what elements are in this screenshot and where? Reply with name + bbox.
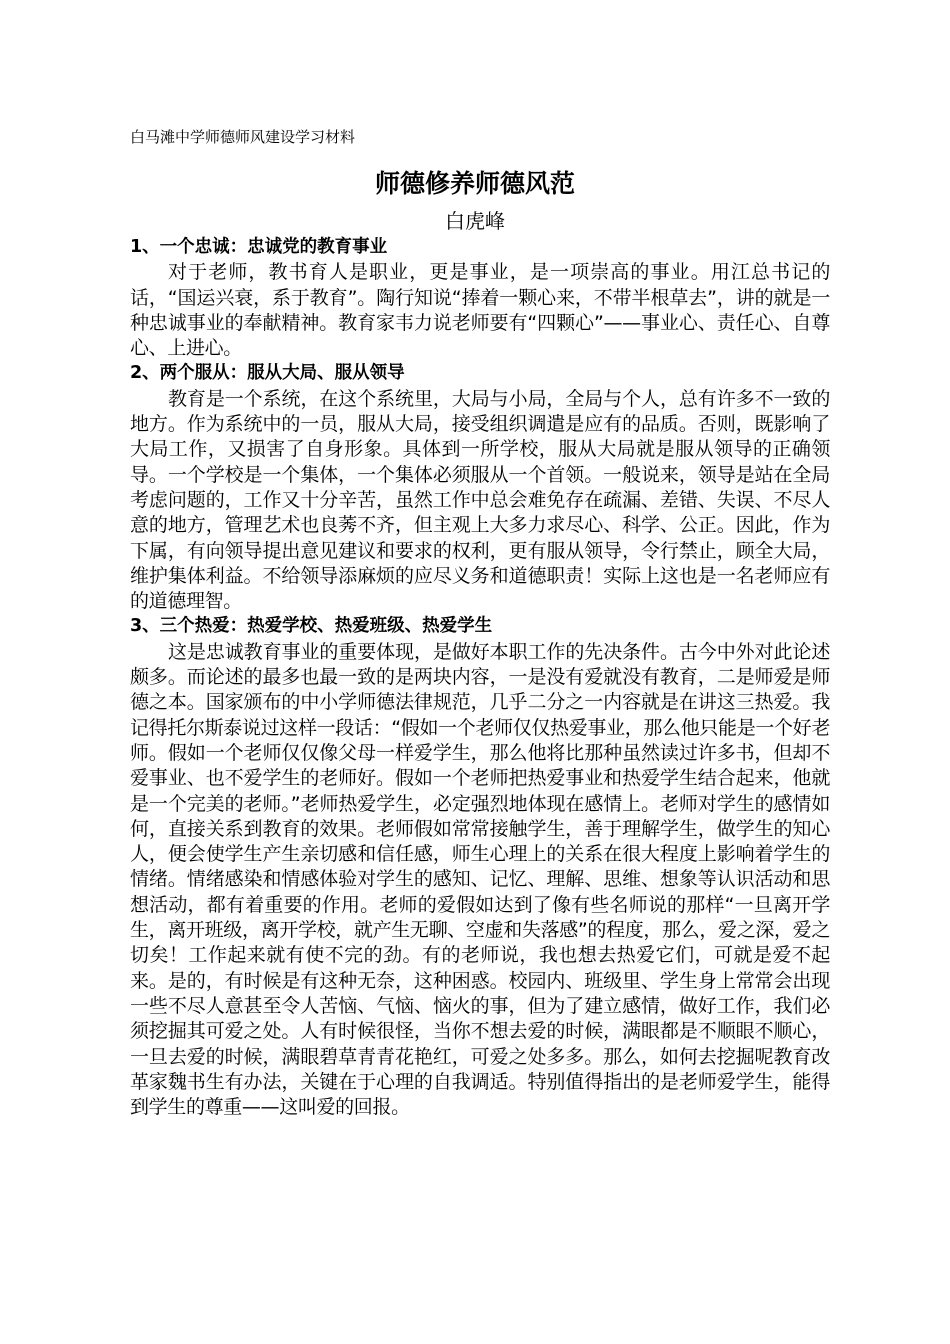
section-paragraph: 这是忠诚教育事业的重要体现，是做好本职工作的先决条件。古今中外对此论述颇多。而论述的最多也最一致的是两块内容，一是没有爱就没有教育，二是师爱是师德之本。国家颁布的中小学师德法律规范，几乎二分之一内容就是在讲这三热爱。我记得托尔斯泰说过这样一段话：“假如一个老师仅仅热爱事业，那么他只能是一个好老师。假如一个老师仅仅像父母一样爱学生，那么他将比那种虽然读过许多书，但却不爱事业、也不爱学生的老师好。假如一个老师把热爱事业和热爱学生结合起来，他就是一个完美的老师。”老师热爱学生，必定强烈地体现在感情上。老师对学生的感情如何，直接关系到教育的效果。老师假如常常接触学生，善于理解学生，做学生的知心人，便会使学生产生亲切感和信任感，师生心理上的关系在很大程度上影响着学生的情绪。情绪感染和情感体验对学生的感知、记忆、理解、思维、想象等认识活动和思想活动，都有着重要的作用。老师的爱假如达到了像有些名师说的那样“一旦离开学生，离开班级，离开学校，就产生无聊、空虚和失落感”的程度，那么，爱之深，爱之切矣！工作起来就有使不完的劲。有的老师说，我也想去热爱它们，可就是爱不起来。是的，有时候是有这种无奈，这种困惑。校园内、班级里、学生身上常常会出现一些不尽人意甚至令人苦恼、气恼、恼火的事，但为了建立感情，做好工作，我们必须挖掘其可爱之处。人有时候很怪，当你不想去爱的时候，满眼都是不顺眼不顺心，一旦去爱的时候，满眼碧草青青花艳红，可爱之处多多。那么，如何去挖掘呢教育改革家魏书生有办法，关键在于心理的自我调适。特别值得指出的是老师爱学生，能得到学生的尊重——这叫爱的回报。 (130, 640, 830, 1119)
author-name: 白虎峰 (445, 209, 505, 233)
section-paragraph: 对于老师，教书育人是职业，更是事业，是一项崇高的事业。用江总书记的话，“国运兴衰，系于教育”。陶行知说“捧着一颗心来，不带半根草去”，讲的就是一种忠诚事业的奉献精神。教育家韦力说老师要有“四颗心”——事业心、责任心、自尊心、上进心。 (130, 261, 830, 360)
section-loyalty (130, 235, 830, 361)
document-body (130, 235, 830, 1120)
section-heading: 1、一个忠诚：忠诚党的教育事业 (130, 237, 388, 257)
section-love (130, 614, 830, 1120)
section-obedience (130, 361, 830, 614)
section-heading: 3、三个热爱：热爱学校、热爱班级、热爱学生 (130, 616, 493, 637)
section-heading: 2、两个服从：服从大局、服从领导 (130, 363, 405, 384)
header-note: 白马滩中学师德师风建设学习材料 (130, 128, 356, 146)
document-title: 师德修养师德风范 (374, 169, 575, 198)
section-paragraph: 教育是一个系统，在这个系统里，大局与小局，全局与个人，总有许多不一致的地方。作为系统中的一员，服从大局，接受组织调遣是应有的品质。否则，既影响了大局工作，又损害了自身形象。具体到一所学校，服从大局就是服从领导的正确领导。一个学校是一个集体，一个集体必须服从一个首领。一般说来，领导是站在全局考虑问题的，工作又十分辛苦，虽然工作中总会难免存在疏漏、差错、失误、不尽人意的地方，管理艺术也良莠不齐，但主观上大多力求尽心、科学、公正。因此，作为下属，有向领导提出意见建议和要求的权利，更有服从领导，令行禁止，顾全大局，维护集体利益。不给领导添麻烦的应尽义务和道德职责！实际上这也是一名老师应有的道德理智。 (130, 387, 830, 613)
